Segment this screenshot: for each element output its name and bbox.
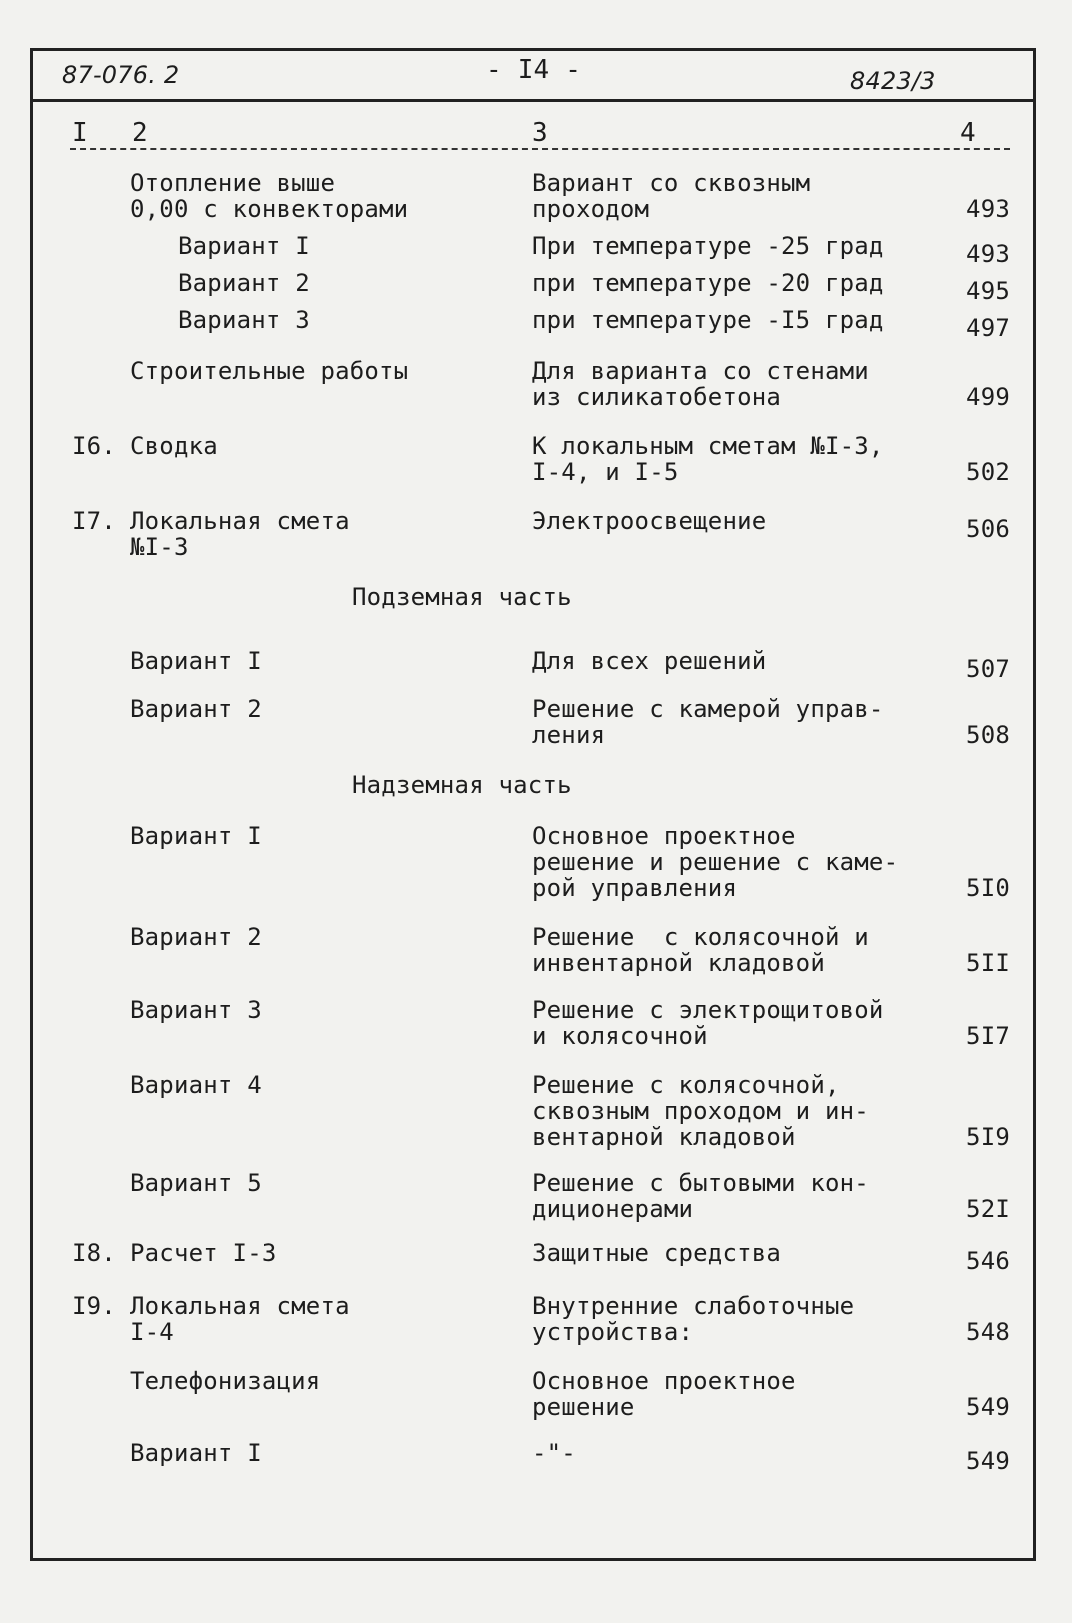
row-number: I6.: [72, 432, 116, 460]
row-description: при температуре -I5 град: [532, 306, 884, 334]
row-description: Защитные средства: [532, 1239, 782, 1267]
row-title: Локальная смета I-4: [130, 1292, 350, 1346]
row-page-number: 502: [966, 458, 1010, 486]
row-description: Внутренние слаботочные устройства:: [532, 1292, 855, 1346]
row-title: Вариант 2: [130, 923, 262, 951]
row-page-number: 497: [966, 314, 1010, 342]
row-number: I7.: [72, 507, 116, 535]
row-description: Решение с бытовыми кон- диционерами: [532, 1169, 869, 1223]
doc-code: 87-076. 2: [62, 61, 180, 89]
column-number-4: 4: [960, 118, 976, 148]
row-description: Решение с колясочной и инвентарной кладовой: [532, 923, 869, 977]
row-title: Вариант 2: [130, 695, 262, 723]
row-title: Телефонизация: [130, 1367, 321, 1395]
row-page-number: 5II: [966, 949, 1010, 977]
section-heading: Подземная часть: [352, 583, 572, 611]
row-page-number: 508: [966, 721, 1010, 749]
row-description: Электроосвещение: [532, 507, 767, 535]
row-page-number: 495: [966, 277, 1010, 305]
row-title: Вариант 3: [178, 306, 310, 334]
row-title: Вариант 5: [130, 1169, 262, 1197]
row-title: Вариант I: [130, 822, 262, 850]
row-title: Расчет I-3: [130, 1239, 277, 1267]
section-heading: Надземная часть: [352, 771, 572, 799]
column-header-dashes: [70, 148, 1010, 150]
row-description: Основное проектное решение и решение с каме- рой управления: [532, 822, 899, 902]
row-description: Для варианта со стенами из силикатобетона: [532, 357, 869, 411]
row-title: Вариант 4: [130, 1071, 262, 1099]
row-title: Вариант I: [178, 232, 310, 260]
row-title: Строительные работы: [130, 357, 409, 385]
row-number: I8.: [72, 1239, 116, 1267]
row-page-number: 5I9: [966, 1123, 1010, 1151]
row-title: Отопление выше 0,00 с конвекторами: [130, 169, 409, 223]
row-description: Решение с колясочной, сквозным проходом и ин- вентарной кладовой: [532, 1071, 869, 1151]
row-page-number: 506: [966, 515, 1010, 543]
row-title: Вариант 3: [130, 996, 262, 1024]
row-description: -"-: [532, 1439, 576, 1467]
row-description: Основное проектное решение: [532, 1367, 796, 1421]
row-description: Вариант со сквозным проходом: [532, 169, 811, 223]
column-number-2: 2: [132, 118, 148, 148]
row-description: при температуре -20 град: [532, 269, 884, 297]
row-page-number: 549: [966, 1393, 1010, 1421]
row-title: Вариант 2: [178, 269, 310, 297]
row-page-number: 5I0: [966, 874, 1010, 902]
row-page-number: 507: [966, 655, 1010, 683]
row-number: I9.: [72, 1292, 116, 1320]
column-number-3: 3: [532, 118, 548, 148]
row-title: Вариант I: [130, 1439, 262, 1467]
row-page-number: 548: [966, 1318, 1010, 1346]
row-description: Для всех решений: [532, 647, 767, 675]
row-page-number: 549: [966, 1447, 1010, 1475]
row-title: Локальная смета №I-3: [130, 507, 350, 561]
row-title: Сводка: [130, 432, 218, 460]
header-rule: [30, 99, 1036, 102]
column-number-1: I: [72, 118, 88, 148]
inventory-number: 8423/3: [850, 67, 936, 95]
row-description: Решение с электрощитовой и колясочной: [532, 996, 884, 1050]
page-number: - I4 -: [486, 55, 582, 85]
row-page-number: 52I: [966, 1195, 1010, 1223]
row-page-number: 493: [966, 195, 1010, 223]
row-description: При температуре -25 град: [532, 232, 884, 260]
row-description: Решение с камерой управ- ления: [532, 695, 884, 749]
row-page-number: 493: [966, 240, 1010, 268]
row-page-number: 499: [966, 383, 1010, 411]
row-title: Вариант I: [130, 647, 262, 675]
row-page-number: 5I7: [966, 1022, 1010, 1050]
row-description: К локальным сметам №I-3, I-4, и I-5: [532, 432, 884, 486]
row-page-number: 546: [966, 1247, 1010, 1275]
